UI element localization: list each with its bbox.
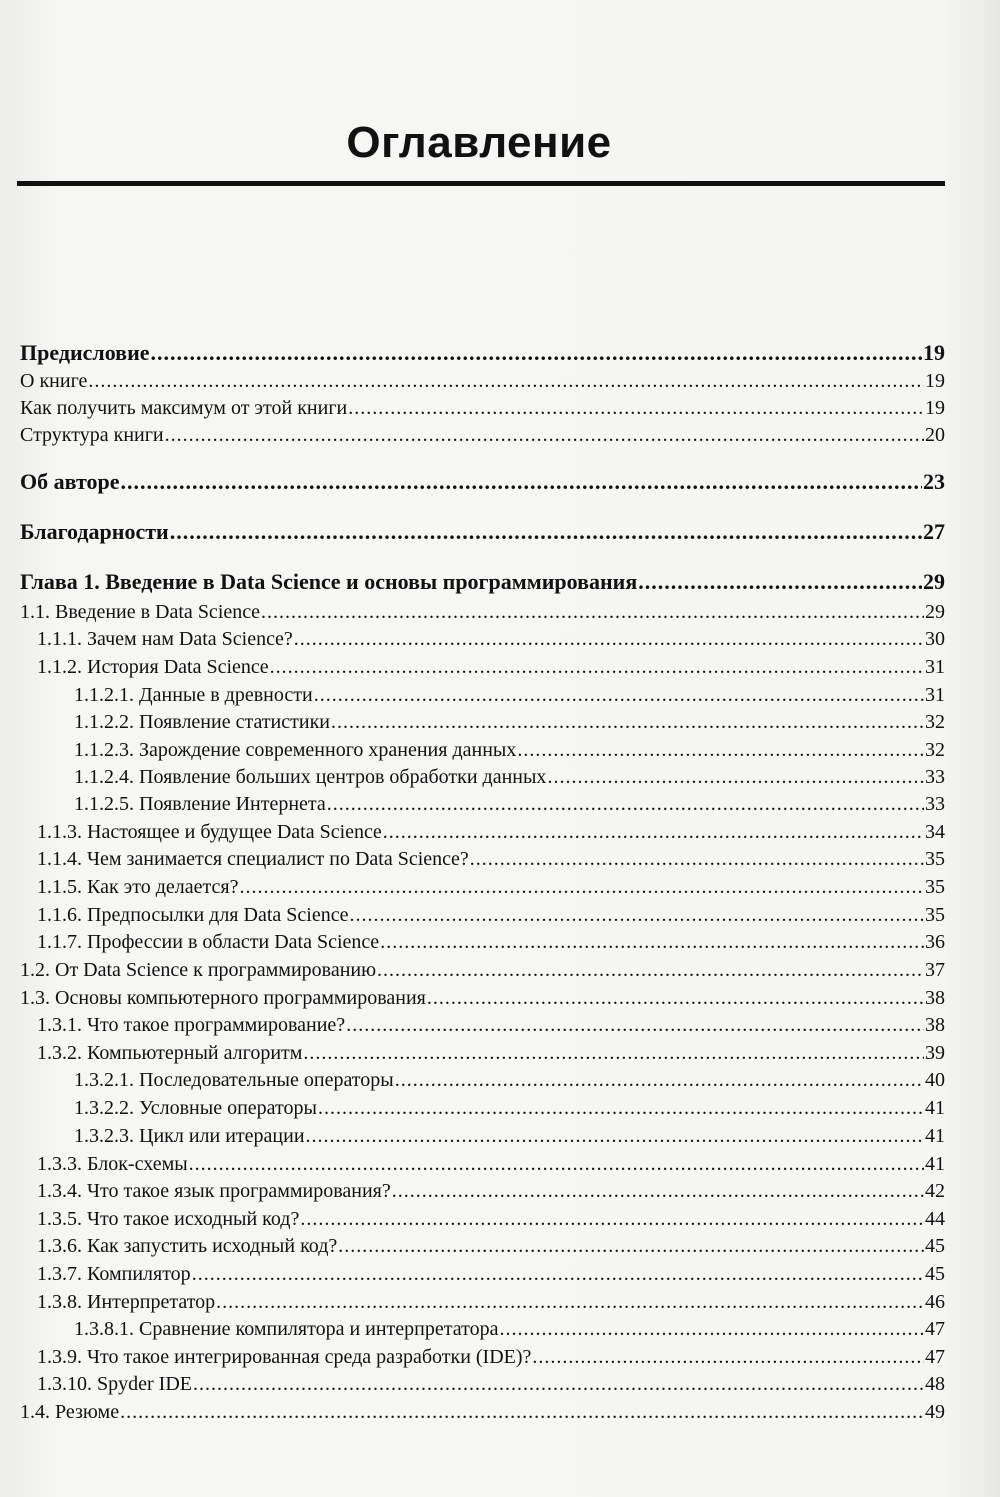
toc-entry (20, 738, 945, 762)
toc-entry (20, 986, 945, 1010)
toc-entry-page-number: 35 (925, 876, 945, 898)
toc-entry-page-number: 19 (923, 340, 945, 365)
toc-entry-page-number: 37 (925, 959, 945, 981)
toc-entry-page-number: 23 (923, 469, 945, 494)
toc-entry-page-number: 20 (925, 424, 945, 446)
toc-entry-page-number: 41 (925, 1097, 945, 1119)
toc-entry-label: 1.1.3. Настоящее и будущее Data Science (37, 821, 382, 843)
toc-entry-page-number: 38 (925, 987, 945, 1009)
toc-entry (20, 847, 945, 871)
toc-entry (20, 470, 945, 494)
toc-entry (20, 1372, 945, 1396)
toc-entry-label: 1.3.4. Что такое язык программирования? (37, 1180, 391, 1202)
toc-entry-label: 1.1. Введение в Data Science (20, 601, 260, 623)
toc-leader-dots (380, 930, 924, 954)
toc-entry (20, 1345, 945, 1369)
toc-entry-label: 1.3. Основы компьютерного программирования (20, 987, 426, 1009)
toc-entry-page-number: 33 (925, 793, 945, 815)
toc-entry (20, 396, 945, 420)
toc-entry (20, 570, 945, 594)
toc-entry-page-number: 49 (925, 1401, 945, 1423)
toc-entry-page-number: 48 (925, 1373, 945, 1395)
toc-entry-label: 1.1.2. История Data Science (37, 656, 269, 678)
toc-entry-label: 1.1.2.4. Появление больших центров обработки данных (74, 766, 547, 788)
toc-entry-label: 1.1.1. Зачем нам Data Science? (37, 628, 293, 650)
toc-entry-label: 1.3.3. Блок-схемы (37, 1153, 188, 1175)
page-title: Оглавление (346, 118, 612, 167)
toc-entry (20, 1290, 945, 1314)
toc-entry (20, 341, 945, 365)
toc-entry-page-number: 45 (925, 1235, 945, 1257)
toc-leader-dots (348, 396, 924, 420)
toc-leader-dots (638, 570, 922, 594)
toc-leader-dots (377, 958, 924, 982)
toc-leader-dots (314, 683, 924, 707)
toc-entry-label: 1.3.2.3. Цикл или итерации (74, 1125, 305, 1147)
toc-entry-page-number: 40 (925, 1069, 945, 1091)
toc-entry-label: 1.3.8.1. Сравнение компилятора и интерпретатора (74, 1318, 499, 1340)
toc-entry-page-number: 44 (925, 1208, 945, 1230)
toc-entry-label: 1.1.2.3. Зарождение современного хранения данных (74, 739, 517, 761)
toc-entry-label: 1.3.2.1. Последовательные операторы (74, 1069, 394, 1091)
toc-entry (20, 1262, 945, 1286)
toc-leader-dots (294, 627, 924, 651)
toc-entry-label: 1.3.1. Что такое программирование? (37, 1014, 346, 1036)
toc-leader-dots (346, 1013, 924, 1037)
toc-entry-page-number: 46 (925, 1291, 945, 1313)
toc-entry (20, 1013, 945, 1037)
toc-entry (20, 627, 945, 651)
toc-entry-label: Благодарности (20, 519, 169, 544)
toc-entry-label: 1.3.5. Что такое исходный код? (37, 1208, 300, 1230)
toc-leader-dots (270, 655, 924, 679)
toc-entry (20, 710, 945, 734)
toc-leader-dots (189, 1152, 924, 1176)
toc-entry-page-number: 41 (925, 1125, 945, 1147)
toc-entry-label: 1.4. Резюме (20, 1401, 120, 1423)
toc-entry-page-number: 36 (925, 931, 945, 953)
toc-entry-label: О книге (20, 370, 88, 392)
toc-leader-dots (306, 1124, 924, 1148)
toc-leader-dots (327, 792, 924, 816)
toc-entry-label: 1.1.7. Профессии в области Data Science (37, 931, 380, 953)
toc-entry-page-number: 30 (925, 628, 945, 650)
toc-entry (20, 875, 945, 899)
toc-leader-dots (470, 847, 924, 871)
toc-entry-label: Предисловие (20, 340, 150, 365)
toc-leader-dots (517, 738, 924, 762)
toc-entry-page-number: 34 (925, 821, 945, 843)
toc-leader-dots (395, 1068, 924, 1092)
toc-entry-label: Структура книги (20, 424, 164, 446)
toc-leader-dots (300, 1207, 924, 1231)
toc-entry (20, 1152, 945, 1176)
toc-entry (20, 820, 945, 844)
toc-entry (20, 1179, 945, 1203)
toc-entry (20, 1096, 945, 1120)
toc-leader-dots (88, 369, 924, 393)
toc-entry-page-number: 32 (925, 711, 945, 733)
toc-entry-label: Как получить максимум от этой книги (20, 397, 348, 419)
toc-leader-dots (216, 1290, 924, 1314)
toc-leader-dots (120, 1400, 924, 1424)
toc-leader-dots (120, 470, 922, 494)
toc-entry (20, 520, 945, 544)
toc-entry-page-number: 41 (925, 1153, 945, 1175)
toc-leader-dots (318, 1096, 924, 1120)
toc-entry (20, 683, 945, 707)
toc-leader-dots (349, 903, 924, 927)
toc-entry-label: 1.1.2.1. Данные в древности (74, 684, 313, 706)
toc-entry-label: 1.1.6. Предпосылки для Data Science (37, 904, 349, 926)
toc-entry-page-number: 45 (925, 1263, 945, 1285)
toc-leader-dots (170, 520, 922, 544)
toc-leader-dots (331, 710, 924, 734)
toc-entry-label: 1.3.8. Интерпретатор (37, 1291, 216, 1313)
toc-leader-dots (151, 341, 922, 365)
toc-entry-label: 1.1.5. Как это делается? (37, 876, 239, 898)
toc-entry-page-number: 47 (925, 1346, 945, 1368)
toc-leader-dots (192, 1262, 924, 1286)
toc-entry-label: 1.3.6. Как запустить исходный код? (37, 1235, 338, 1257)
toc-entry-label: 1.3.7. Компилятор (37, 1263, 191, 1285)
toc-entry-label: 1.1.4. Чем занимается специалист по Data Science? (37, 848, 469, 870)
toc-entry (20, 423, 945, 447)
toc-leader-dots (427, 986, 924, 1010)
toc-entry (20, 369, 945, 393)
toc-entry (20, 600, 945, 624)
toc-entry (20, 655, 945, 679)
toc-entry-page-number: 19 (925, 397, 945, 419)
toc-leader-dots (261, 600, 924, 624)
toc-leader-dots (193, 1372, 924, 1396)
toc-entry-page-number: 42 (925, 1180, 945, 1202)
toc-leader-dots (165, 423, 924, 447)
toc-entry-page-number: 29 (923, 569, 945, 594)
toc-entry-page-number: 35 (925, 904, 945, 926)
toc-entry-label: 1.1.2.2. Появление статистики (74, 711, 330, 733)
toc-leader-dots (303, 1041, 924, 1065)
toc-entry-page-number: 35 (925, 848, 945, 870)
toc-leader-dots (239, 875, 924, 899)
toc-entry-label: 1.1.2.5. Появление Интернета (74, 793, 326, 815)
toc-entry-label: 1.2. От Data Science к программированию (20, 959, 377, 981)
toc-entry (20, 1234, 945, 1258)
toc-entry-label: Глава 1. Введение в Data Science и основы программирования (20, 569, 638, 594)
toc-entry-page-number: 29 (925, 601, 945, 623)
toc-entry-page-number: 32 (925, 739, 945, 761)
toc-entry (20, 792, 945, 816)
toc-entry (20, 1400, 945, 1424)
toc-leader-dots (338, 1234, 924, 1258)
toc-leader-dots (547, 765, 924, 789)
toc-entry (20, 765, 945, 789)
toc-entry-page-number: 31 (925, 684, 945, 706)
toc-entry-label: Об авторе (20, 469, 120, 494)
toc-leader-dots (499, 1317, 924, 1341)
toc-entry (20, 1041, 945, 1065)
toc-entry (20, 1207, 945, 1231)
toc-leader-dots (532, 1345, 924, 1369)
toc-entry-page-number: 38 (925, 1014, 945, 1036)
title-rule (17, 181, 945, 186)
toc-entry (20, 1124, 945, 1148)
toc-entry-label: 1.3.2.2. Условные операторы (74, 1097, 317, 1119)
toc-entry (20, 1317, 945, 1341)
toc-entry-label: 1.3.9. Что такое интегрированная среда разработки (IDE)? (37, 1346, 532, 1368)
toc-entry (20, 1068, 945, 1092)
toc-entry (20, 958, 945, 982)
toc-entry-label: 1.3.2. Компьютерный алгоритм (37, 1042, 303, 1064)
toc-entry-page-number: 39 (925, 1042, 945, 1064)
toc-leader-dots (383, 820, 924, 844)
toc-entry-page-number: 47 (925, 1318, 945, 1340)
toc-entry-page-number: 31 (925, 656, 945, 678)
toc-entry (20, 930, 945, 954)
toc-entry-page-number: 33 (925, 766, 945, 788)
toc-entry-page-number: 19 (925, 370, 945, 392)
toc-leader-dots (392, 1179, 924, 1203)
toc-entry-label: 1.3.10. Spyder IDE (37, 1373, 192, 1395)
toc-entry (20, 903, 945, 927)
toc-entry-page-number: 27 (923, 519, 945, 544)
